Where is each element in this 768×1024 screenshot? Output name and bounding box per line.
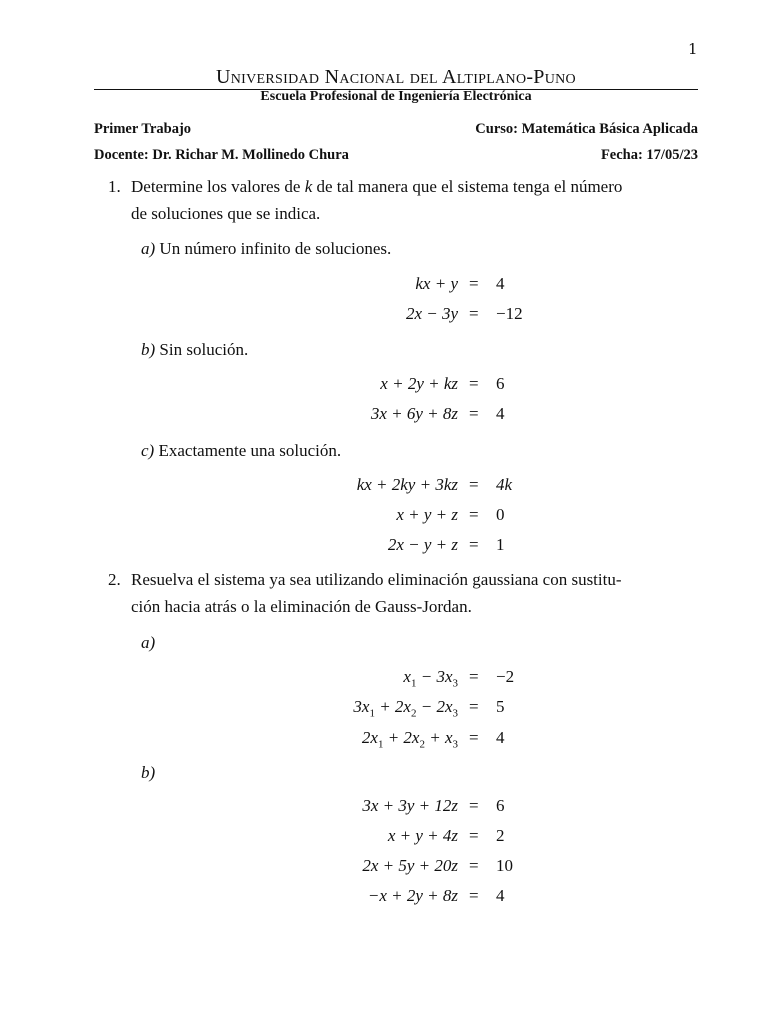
problem-1a-label: a) Un número infinito de soluciones. [141, 239, 392, 258]
equals-sign: = [469, 667, 479, 686]
equation-lhs: 2x − y + z [387, 535, 458, 554]
equation-rhs: 1 [496, 535, 505, 554]
equation-row [0, 826, 768, 848]
equation-rhs: 2 [496, 826, 505, 845]
equation-lhs: kx + y [415, 274, 458, 293]
equation-rhs: 6 [496, 796, 505, 815]
equation-rhs: 4 [496, 404, 505, 423]
equation-row [0, 728, 768, 750]
equals-sign: = [469, 274, 479, 293]
meta-row-1 [94, 121, 698, 141]
problem-1-statement-line-2: de soluciones que se indica. [131, 204, 321, 223]
problem-2a-label: a) [141, 633, 156, 652]
equation-lhs: $3x_1 + 2x_2 - 2x_3$ [353, 697, 458, 720]
date-label: Fecha: 17/05/23 [600, 147, 698, 163]
equation-lhs: 3x + 3y + 12z [362, 796, 458, 815]
equation-lhs: −x + 2y + 8z [367, 886, 458, 905]
equation-rhs: 4 [496, 728, 505, 747]
equation-rhs: 10 [496, 856, 513, 875]
equation-row [0, 697, 768, 719]
equation-lhs: 2x + 5y + 20z [362, 856, 458, 875]
school-name: Escuela Profesional de Ingeniería Electrónica [260, 89, 532, 104]
problem-2-statement-line-1: Resuelva el sistema ya sea utilizando eliminación gaussiana con sustitu- [131, 570, 622, 589]
equation-rhs: 6 [496, 374, 505, 393]
problem-1c-label: c) Exactamente una solución. [141, 441, 342, 460]
equation-row [0, 274, 768, 296]
equation-row [0, 404, 768, 426]
equals-sign: = [469, 535, 479, 554]
equals-sign: = [469, 796, 479, 815]
equation-row [0, 475, 768, 497]
course-label: Curso: Matemática Básica Aplicada [475, 121, 698, 137]
equals-sign: = [469, 697, 479, 716]
equation-row [0, 535, 768, 557]
equation-rhs: 5 [496, 697, 505, 716]
equation-row [0, 886, 768, 908]
equals-sign: = [469, 856, 479, 875]
problem-2-number: 2. [108, 570, 121, 589]
equation-lhs: x + y + 4z [387, 826, 458, 845]
equation-row [0, 667, 768, 689]
page-number: 1 [688, 40, 698, 58]
equals-sign: = [469, 404, 479, 423]
equals-sign: = [469, 505, 479, 524]
equation-rhs: −12 [496, 304, 523, 323]
teacher-label: Docente: Dr. Richar M. Mollinedo Chura [94, 147, 349, 163]
equals-sign: = [469, 826, 479, 845]
equation-row [0, 374, 768, 396]
equation-row [0, 304, 768, 326]
equation-lhs: kx + 2ky + 3kz [356, 475, 458, 494]
meta-row-2 [94, 147, 698, 167]
problem-2-statement-line-2: ción hacia atrás o la eliminación de Gauss-Jordan. [131, 597, 472, 616]
equation-lhs: 2x − 3y [405, 304, 458, 323]
equation-rhs: −2 [496, 667, 515, 686]
equation-rhs: 4 [496, 274, 505, 293]
equation-row [0, 856, 768, 878]
equals-sign: = [469, 374, 479, 393]
assignment-label: Primer Trabajo [94, 121, 192, 137]
equation-lhs: x + y + z [396, 505, 458, 524]
equation-lhs: 3x + 6y + 8z [370, 404, 458, 423]
equation-row [0, 796, 768, 818]
equals-sign: = [469, 304, 479, 323]
equation-lhs: x + 2y + kz [380, 374, 458, 393]
equals-sign: = [469, 728, 479, 747]
university-title: Universidad Nacional del Altiplano-Puno [216, 66, 576, 88]
equation-rhs: 0 [496, 505, 505, 524]
problem-1-statement-line-1: Determine los valores de k de tal manera que el sistema tenga el número [131, 177, 623, 196]
equals-sign: = [469, 475, 479, 494]
problem-1b-label: b) Sin solución. [141, 340, 249, 359]
equals-sign: = [469, 886, 479, 905]
problem-2b-label: b) [141, 763, 156, 782]
equation-rhs: 4 [496, 886, 505, 905]
equation-row [0, 505, 768, 527]
equation-rhs: 4k [496, 475, 513, 494]
equation-lhs: $x_1 - 3x_3$ [403, 667, 458, 690]
equation-lhs: $2x_1 + 2x_2 + x_3$ [361, 728, 458, 751]
problem-1-number: 1. [108, 177, 121, 196]
